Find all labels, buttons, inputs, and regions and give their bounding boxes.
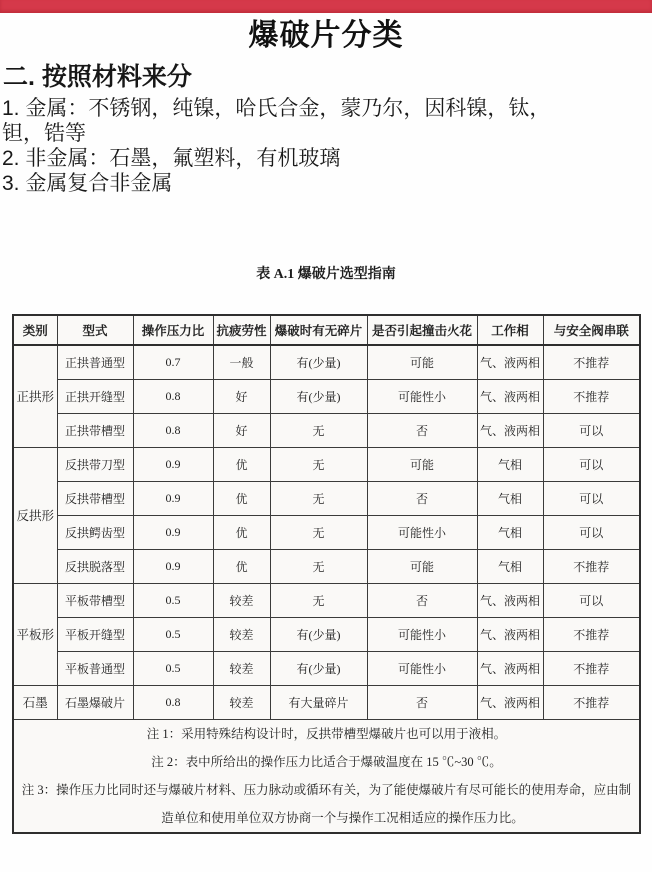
table-cell: 可以	[543, 481, 640, 515]
body-text-line: 1. 金属：不锈钢，纯镍，哈氏合金，蒙乃尔，因科镍，钛，	[2, 97, 551, 120]
table-cell: 不推荐	[543, 685, 640, 719]
table-cell: 气相	[477, 447, 543, 481]
column-header: 与安全阀串联	[543, 315, 640, 345]
table-cell: 0.5	[133, 651, 213, 685]
table-cell: 不推荐	[543, 345, 640, 379]
table-cell: 不推荐	[543, 379, 640, 413]
column-header: 抗疲劳性	[213, 315, 270, 345]
column-header: 是否引起撞击火花	[367, 315, 477, 345]
table-cell: 正拱普通型	[57, 345, 133, 379]
table-cell: 气相	[477, 549, 543, 583]
table-row	[13, 685, 640, 719]
table-note: 注 1：采用特殊结构设计时，反拱带槽型爆破片也可以用于液相。	[146, 726, 507, 741]
table-cell: 较差	[213, 617, 270, 651]
table-row	[13, 549, 640, 583]
table-cell: 0.8	[133, 379, 213, 413]
table-cell: 平板开缝型	[57, 617, 133, 651]
table-cell: 气相	[477, 481, 543, 515]
table-cell: 0.5	[133, 583, 213, 617]
table-cell: 可能性小	[367, 617, 477, 651]
column-header: 型式	[57, 315, 133, 345]
table-cell: 气相	[477, 515, 543, 549]
table-cell: 可以	[543, 447, 640, 481]
table-cell: 无	[270, 413, 367, 447]
table-notes-row	[13, 719, 640, 833]
table-cell: 反拱带槽型	[57, 481, 133, 515]
table-row	[13, 345, 640, 379]
table-cell: 无	[270, 515, 367, 549]
table-cell: 气、液两相	[477, 685, 543, 719]
table-cell: 0.9	[133, 549, 213, 583]
column-header: 操作压力比	[133, 315, 213, 345]
table-note: 注 3：操作压力比同时还与爆破片材料、压力脉动或循环有关，为了能使爆破片有尽可能长的使用寿命，应由制造单位和使用单位双方协商一个与操作工况相适应的操作压力比。	[21, 782, 632, 825]
table-cell: 可能性小	[367, 651, 477, 685]
table-cell: 较差	[213, 685, 270, 719]
table-cell: 有(少量)	[270, 345, 367, 379]
table-cell: 优	[213, 481, 270, 515]
table-cell: 否	[367, 685, 477, 719]
table-cell: 否	[367, 481, 477, 515]
category-cell: 反拱形	[13, 447, 57, 583]
column-header: 类别	[13, 315, 57, 345]
category-cell: 平板形	[13, 583, 57, 685]
table-caption: 表 A.1 爆破片选型指南	[256, 267, 396, 282]
table-cell: 气、液两相	[477, 379, 543, 413]
table-cell: 0.8	[133, 413, 213, 447]
table-cell: 平板普通型	[57, 651, 133, 685]
page-title: 爆破片分类	[248, 19, 404, 52]
table-cell: 平板带槽型	[57, 583, 133, 617]
category-cell: 石墨	[13, 685, 57, 719]
table-cell: 0.5	[133, 617, 213, 651]
table-row	[13, 583, 640, 617]
selection-guide-table	[12, 314, 641, 834]
table-cell: 无	[270, 549, 367, 583]
section-heading: 二. 按照材料来分	[3, 63, 192, 91]
table-cell: 可以	[543, 515, 640, 549]
table-cell: 否	[367, 413, 477, 447]
table-cell: 气、液两相	[477, 413, 543, 447]
table-cell: 可以	[543, 583, 640, 617]
table-cell: 较差	[213, 583, 270, 617]
table-cell: 一般	[213, 345, 270, 379]
table-row	[13, 413, 640, 447]
table-cell: 可能	[367, 447, 477, 481]
table-cell: 有(少量)	[270, 379, 367, 413]
table-cell: 0.7	[133, 345, 213, 379]
table-cell: 不推荐	[543, 617, 640, 651]
table-header-row	[13, 315, 640, 345]
table-cell: 优	[213, 447, 270, 481]
table-cell: 无	[270, 447, 367, 481]
table-cell: 可能性小	[367, 379, 477, 413]
column-header: 工作相	[477, 315, 543, 345]
table-cell: 有(少量)	[270, 651, 367, 685]
body-text-line: 钽，锆等	[2, 122, 86, 145]
body-text	[2, 96, 652, 196]
table-cell: 气、液两相	[477, 651, 543, 685]
table-cell: 不推荐	[543, 651, 640, 685]
table-cell: 反拱带刀型	[57, 447, 133, 481]
table-row	[13, 481, 640, 515]
table-cell: 气、液两相	[477, 345, 543, 379]
table-cell: 正拱带槽型	[57, 413, 133, 447]
table-cell: 气、液两相	[477, 617, 543, 651]
table-cell: 优	[213, 515, 270, 549]
table-cell: 石墨爆破片	[57, 685, 133, 719]
table-cell: 正拱开缝型	[57, 379, 133, 413]
table-cell: 可能性小	[367, 515, 477, 549]
table-cell: 反拱脱落型	[57, 549, 133, 583]
table-row	[13, 515, 640, 549]
table-cell: 好	[213, 413, 270, 447]
table-cell: 反拱鳄齿型	[57, 515, 133, 549]
table-cell: 可能	[367, 345, 477, 379]
table-cell: 好	[213, 379, 270, 413]
column-header: 爆破时有无碎片	[270, 315, 367, 345]
category-cell: 正拱形	[13, 345, 57, 447]
table-cell: 有大量碎片	[270, 685, 367, 719]
table-row	[13, 651, 640, 685]
table-notes	[13, 719, 640, 833]
table-cell: 可能	[367, 549, 477, 583]
table-note: 注 2：表中所给出的操作压力比适合于爆破温度在 15 ℃~30 ℃。	[151, 754, 502, 769]
table-cell: 优	[213, 549, 270, 583]
table-cell: 否	[367, 583, 477, 617]
table-cell: 无	[270, 481, 367, 515]
top-red-bar	[0, 0, 652, 13]
body-text-line: 3. 金属复合非金属	[2, 172, 173, 195]
table-cell: 不推荐	[543, 549, 640, 583]
table-row	[13, 617, 640, 651]
table-cell: 可以	[543, 413, 640, 447]
table-row	[13, 447, 640, 481]
body-text-line: 2. 非金属：石墨，氟塑料，有机玻璃	[2, 147, 341, 170]
table-cell: 无	[270, 583, 367, 617]
table-cell: 0.9	[133, 447, 213, 481]
table-cell: 有(少量)	[270, 617, 367, 651]
table-cell: 0.8	[133, 685, 213, 719]
table-cell: 0.9	[133, 481, 213, 515]
table-cell: 气、液两相	[477, 583, 543, 617]
table-row	[13, 379, 640, 413]
table-cell: 0.9	[133, 515, 213, 549]
table-cell: 较差	[213, 651, 270, 685]
